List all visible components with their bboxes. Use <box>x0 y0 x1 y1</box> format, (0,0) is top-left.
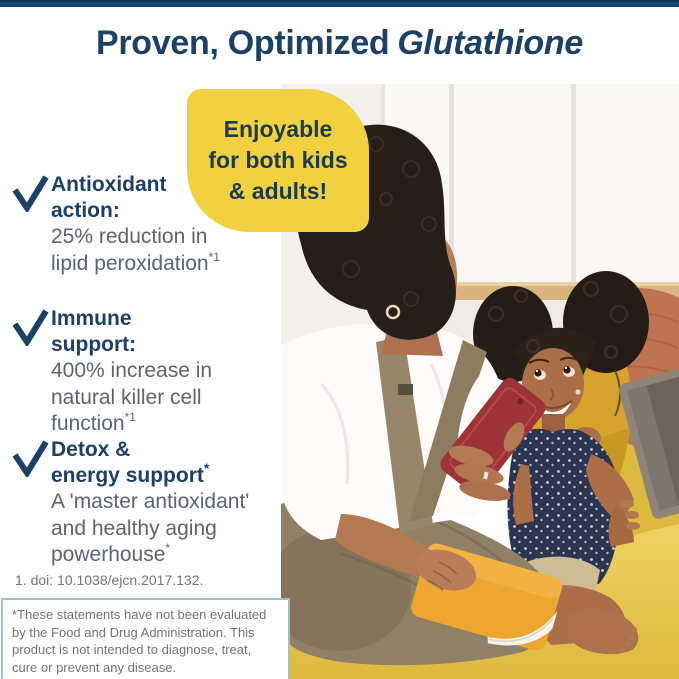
benefit-body-line: 25% reduction in <box>51 225 208 248</box>
asterisk-marker: * <box>203 460 210 476</box>
footnote-marker: *1 <box>124 410 136 424</box>
benefit-body-line: natural killer cell <box>51 385 202 409</box>
bubble-line: Enjoyable <box>223 116 333 142</box>
benefit-body-line: function$^{*1}$ <box>51 410 136 435</box>
checkmark-icon <box>12 306 50 438</box>
benefit-heading-line: Detox & <box>51 438 131 461</box>
benefit-heading-line: Immune <box>51 307 132 330</box>
fda-disclaimer-text: *These statements have not been evaluated by the Food and Drug Administration. This product is not intended to diagnose, treat, cure or prevent any disease. <box>12 607 267 675</box>
benefit-heading-line: action: <box>51 199 120 222</box>
benefit-heading-line: support: <box>51 333 137 356</box>
bubble-line: for both kids <box>208 147 348 173</box>
benefit-heading-line: energy support* <box>51 460 210 487</box>
title-emphasis: Glutathione <box>397 24 583 62</box>
checkmark-icon <box>12 172 50 277</box>
benefit-body-line: powerhouse* <box>51 541 171 566</box>
benefit-body-line: lipid peroxidation$^{*1}$ <box>51 249 220 275</box>
fda-disclaimer-box <box>1 598 290 679</box>
page-title <box>0 24 679 63</box>
benefit-heading-line: Antioxidant <box>51 173 167 196</box>
title-main: Proven, Optimized <box>96 24 390 62</box>
benefit-detox <box>12 437 249 569</box>
benefit-body-line: and healthy aging <box>51 516 217 540</box>
callout-bubble <box>187 89 369 232</box>
citation-footnote: 1. doi: 10.1038/ejcn.2017.132. <box>15 572 204 588</box>
asterisk-marker: * <box>165 541 171 555</box>
checkmark-icon <box>12 437 50 569</box>
benefit-body-line: A 'master antioxidant' <box>51 490 250 513</box>
bubble-line: & adults! <box>228 178 328 204</box>
benefit-body-line: 400% increase in <box>51 359 213 382</box>
benefit-immune <box>12 306 212 438</box>
top-accent-bar <box>0 0 679 7</box>
footnote-marker: *1 <box>208 249 220 264</box>
